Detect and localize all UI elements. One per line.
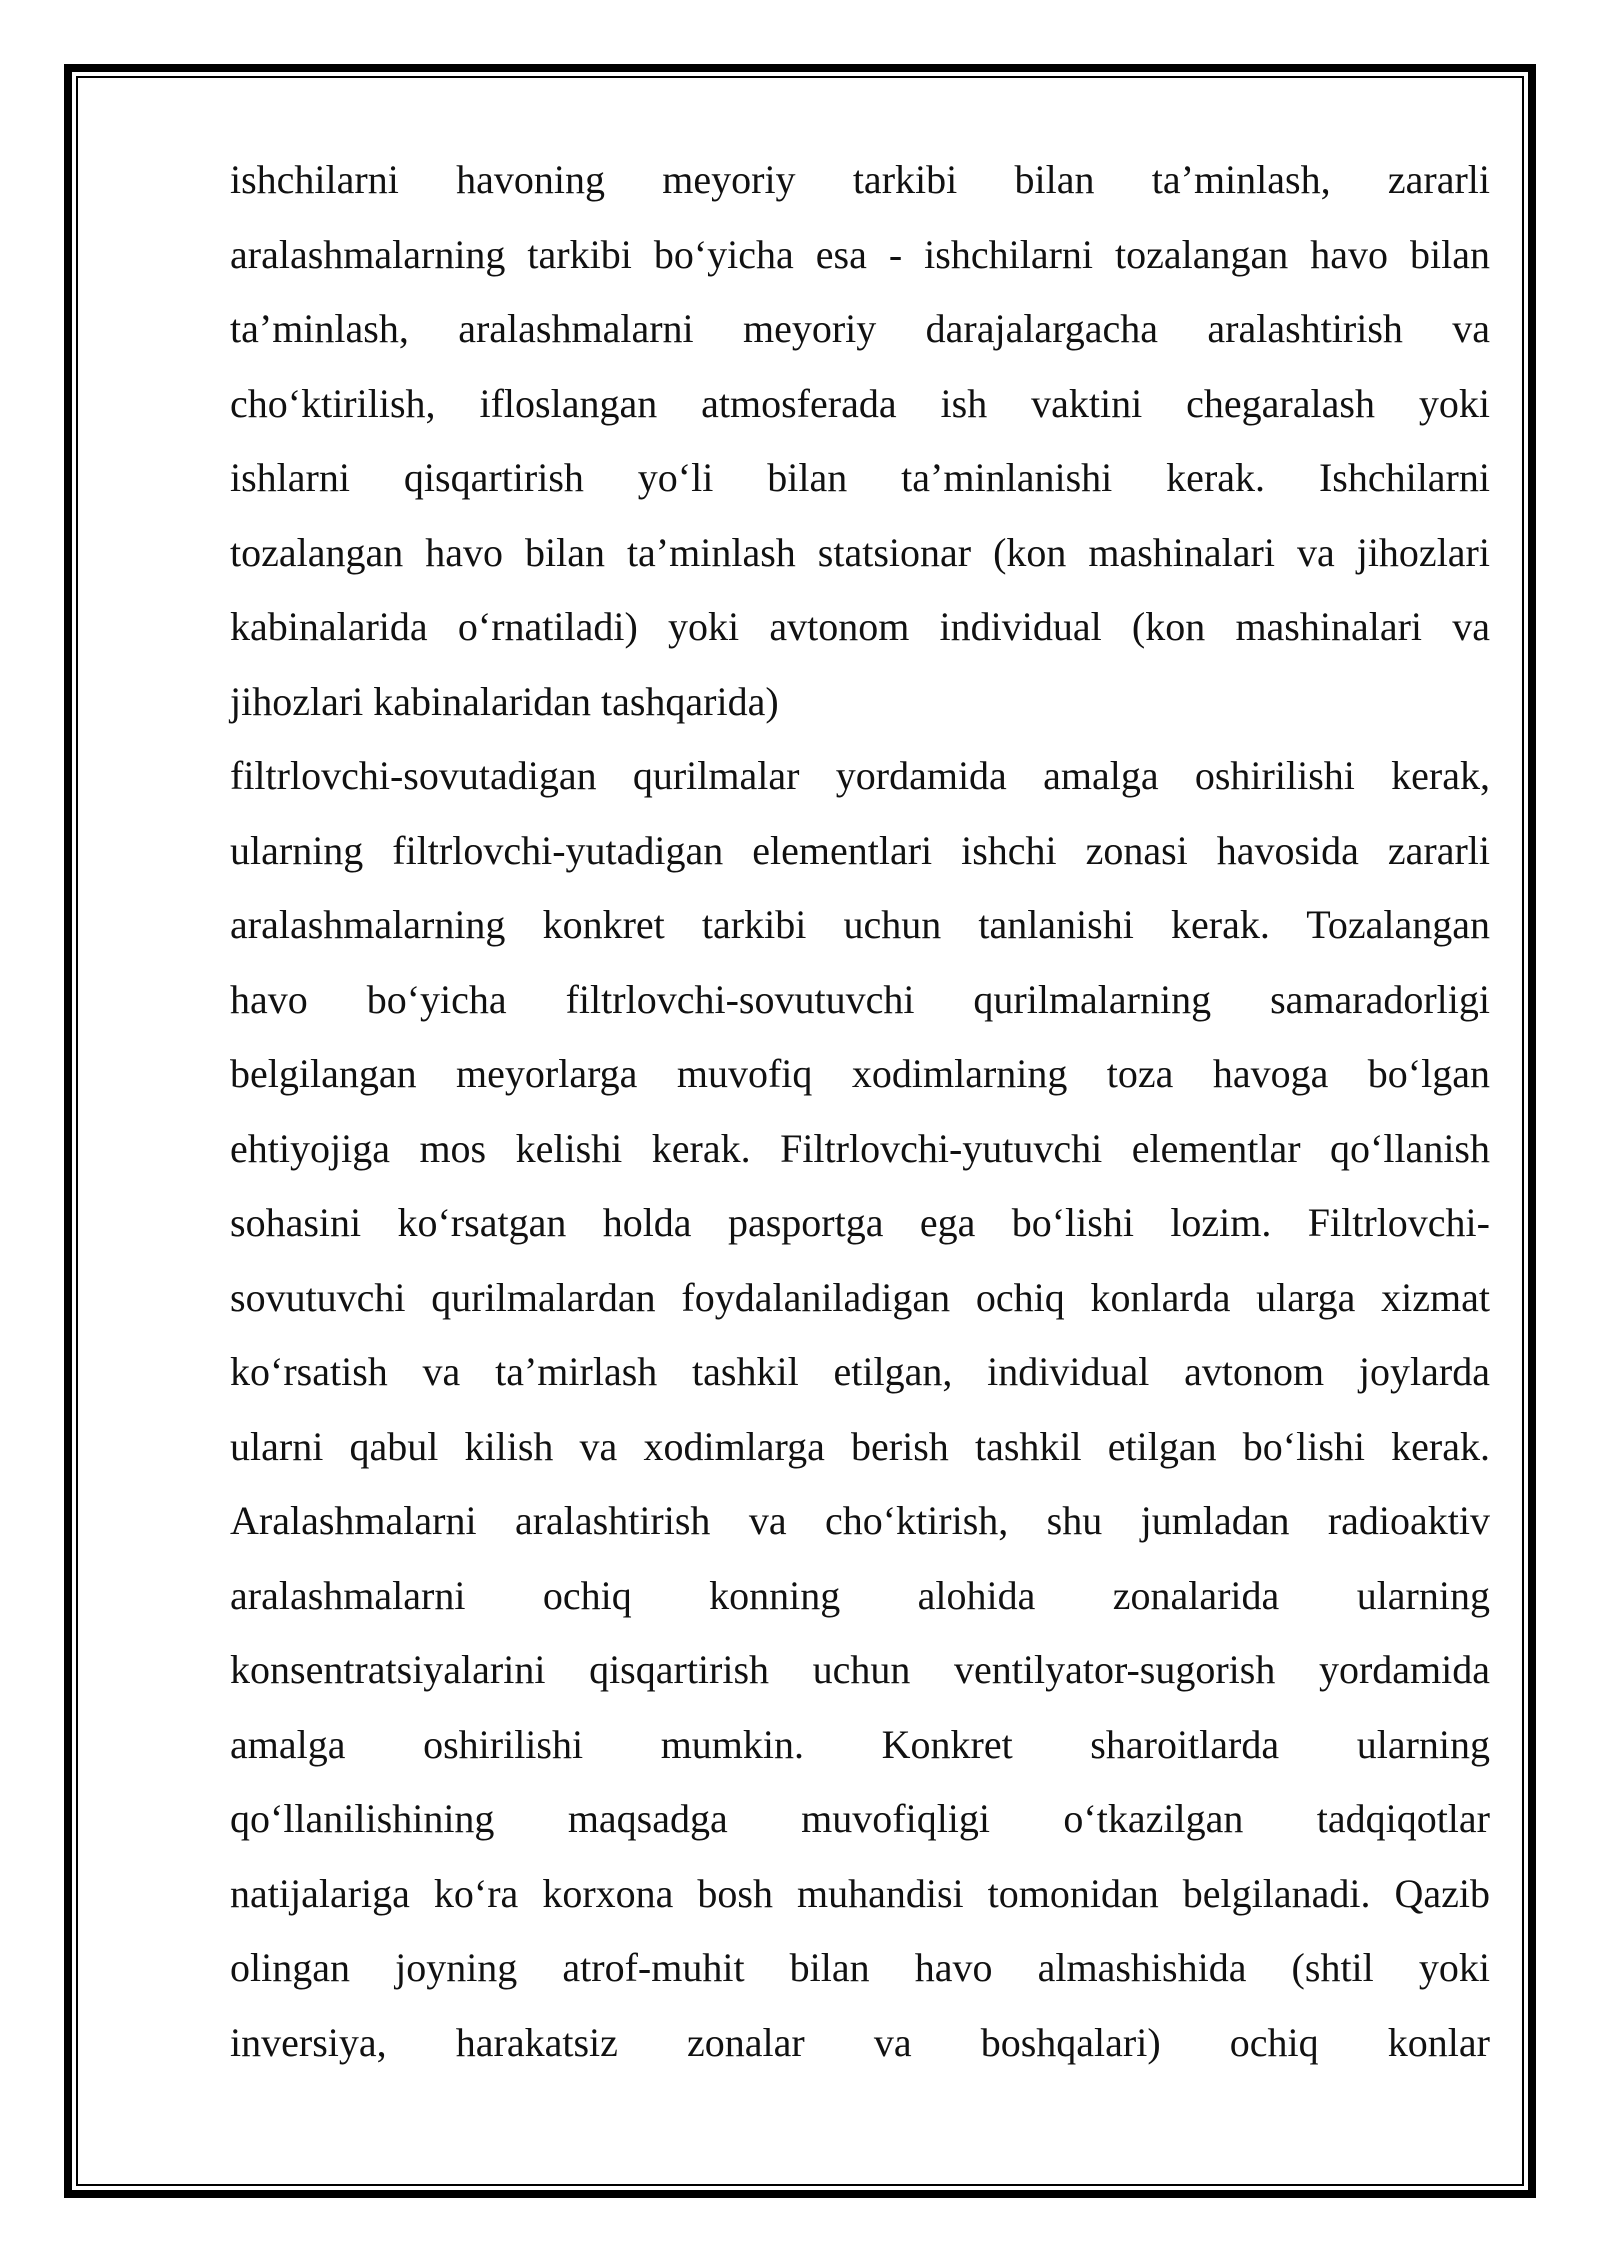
- text-line: filtrlovchi-sovutadigan qurilmalar yordamida amalga oshirilishi kerak,: [230, 753, 1490, 798]
- text-line: kabinalarida o‘rnatiladi) yoki avtonom individual (kon mashinalari va: [230, 604, 1490, 649]
- paragraph: [230, 744, 1490, 2085]
- paragraph: [230, 148, 1490, 744]
- text-line: ehtiyojiga mos kelishi kerak. Filtrlovchi-yutuvchi elementlar qo‘llanish: [230, 1125, 1490, 1171]
- text-line: tozalangan havo bilan ta’minlash statsionar (kon mashinalari va jihozlari: [230, 529, 1490, 575]
- text-line: ishchilarni havoning meyoriy tarkibi bilan ta’minlash, zararli: [230, 157, 1490, 202]
- text-line: ta’minlash, aralashmalarni meyoriy darajalargacha aralashtirish va: [230, 306, 1490, 351]
- text-line: ularning filtrlovchi-yutadigan elementlari ishchi zonasi havosida zararli: [230, 827, 1490, 873]
- text-line: ularni qabul kilish va xodimlarga berish tashkil etilgan bo‘lishi kerak.: [230, 1423, 1490, 1469]
- text-line: havo bo‘yicha filtrlovchi-sovutuvchi qurilmalarning samaradorligi: [230, 976, 1490, 1022]
- text-line: qo‘llanilishining maqsadga muvofiqligi o‘tkazilgan tadqiqotlar: [230, 1796, 1490, 1841]
- text-line: cho‘ktirilish, ifloslangan atmosferada ish vaktini chegaralash yoki: [230, 380, 1490, 426]
- text-line: aralashmalarning konkret tarkibi uchun tanlanishi kerak. Tozalangan: [230, 902, 1490, 947]
- text-line: aralashmalarni ochiq konning alohida zonalarida ularning: [230, 1572, 1490, 1618]
- text-line: inversiya, harakatsiz zonalar va boshqalari) ochiq konlar: [230, 2019, 1490, 2065]
- text-line: amalga oshirilishi mumkin. Konkret sharoitlarda ularning: [230, 1721, 1490, 1767]
- text-line: sovutuvchi qurilmalardan foydalaniladigan ochiq konlarda ularga xizmat: [230, 1274, 1490, 1320]
- text-line: ko‘rsatish va ta’mirlash tashkil etilgan, individual avtonom joylarda: [230, 1349, 1490, 1394]
- text-line: aralashmalarning tarkibi bo‘yicha esa - ishchilarni tozalangan havo bilan: [230, 231, 1490, 277]
- text-line: sohasini ko‘rsatgan holda pasportga ega bo‘lishi lozim. Filtrlovchi-: [230, 1200, 1490, 1245]
- text-line: belgilangan meyorlarga muvofiq xodimlarning toza havoga bo‘lgan: [230, 1051, 1490, 1096]
- text-line: natijalariga ko‘ra korxona bosh muhandisi tomonidan belgilanadi. Qazib: [230, 1870, 1490, 1916]
- text-line: ishlarni qisqartirish yo‘li bilan ta’minlanishi kerak. Ishchilarni: [230, 455, 1490, 500]
- body-text: [230, 148, 1490, 2085]
- text-line: Aralashmalarni aralashtirish va cho‘ktirish, shu jumladan radioaktiv: [230, 1498, 1490, 1543]
- text-line: jihozlari kabinalaridan tashqarida): [230, 678, 779, 724]
- text-line: konsentratsiyalarini qisqartirish uchun ventilyator-sugorish yordamida: [230, 1647, 1490, 1692]
- text-line: olingan joyning atrof-muhit bilan havo almashishida (shtil yoki: [230, 1945, 1490, 1990]
